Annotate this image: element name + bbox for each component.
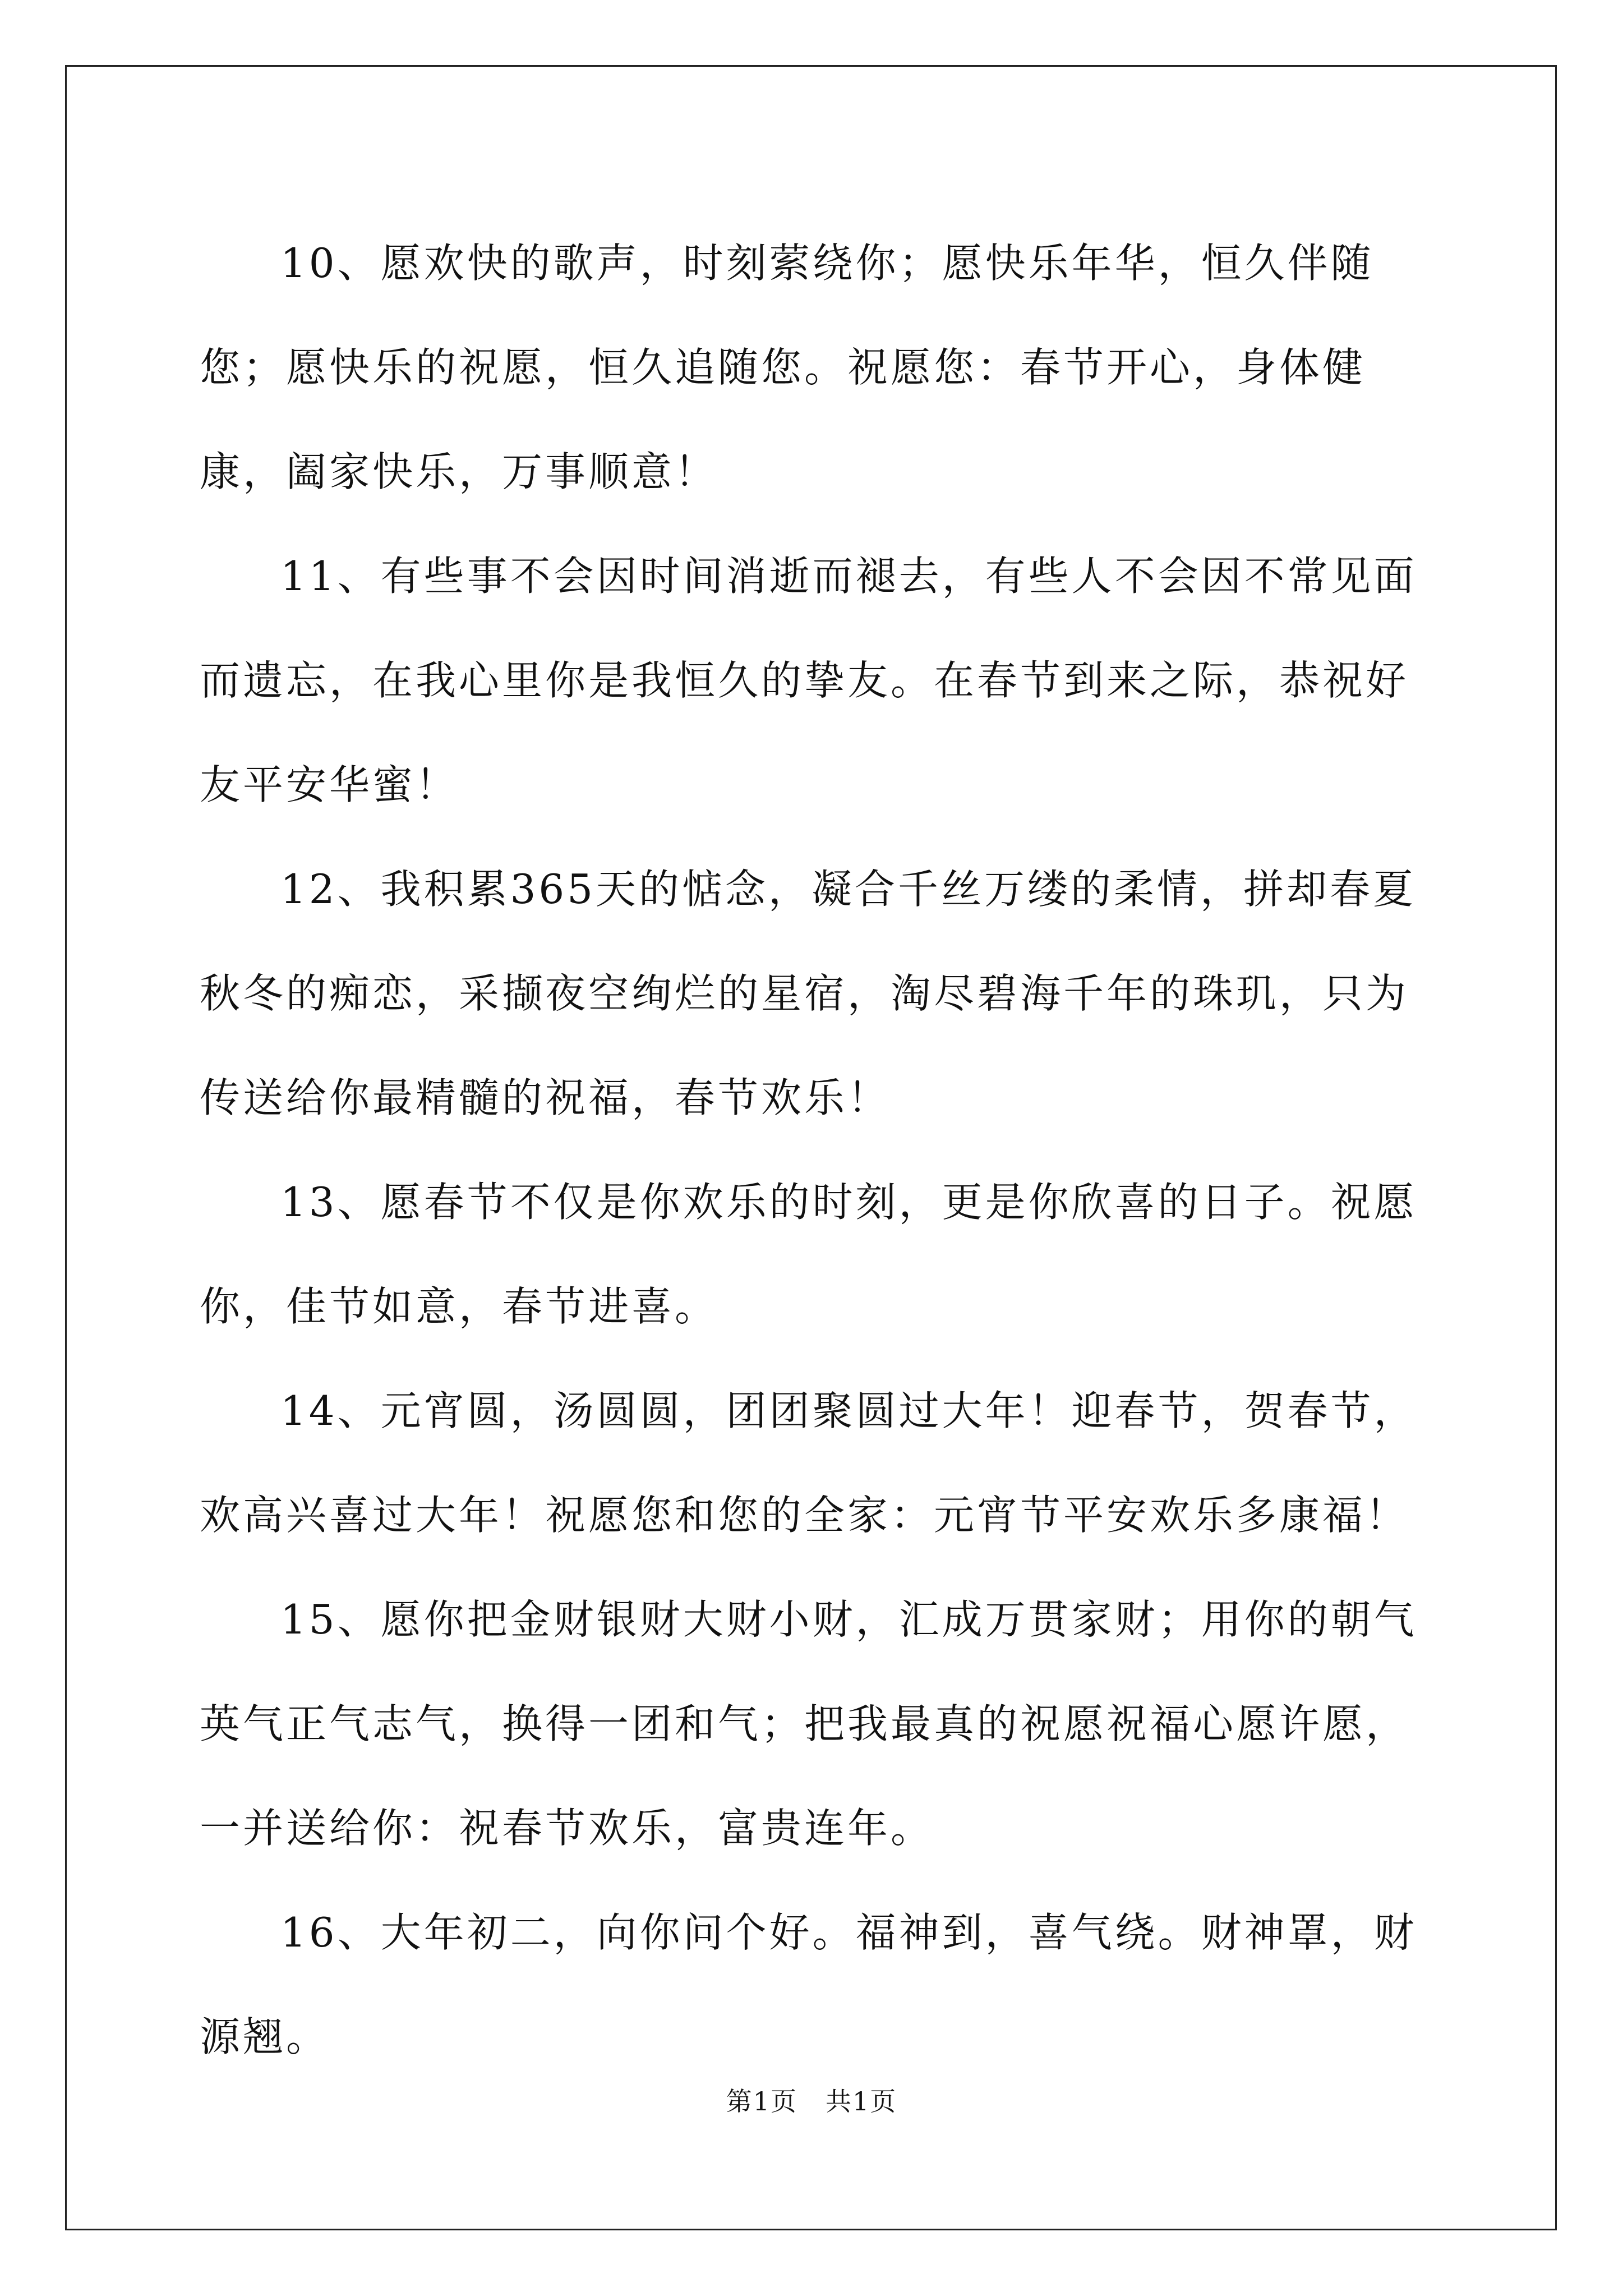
paragraph-13: 13、愿春节不仅是你欢乐的时刻，更是你欣喜的日子。祝愿你，佳节如意，春节进喜。 <box>200 1179 1417 1330</box>
paragraph-15: 15、愿你把金财银财大财小财，汇成万贯家财；用你的朝气英气正气志气，换得一团和气；把我最真的祝愿祝福心愿许愿，一并送给你：祝春节欢乐，富贵连年。 <box>200 1596 1417 1852</box>
paragraph-16: 16、大年初二，向你问个好。福神到，喜气绕。财神罩，财源翘。 <box>200 1909 1417 2060</box>
page-footer <box>0 2085 1623 2118</box>
page-number-current: 第1页 <box>726 2086 797 2116</box>
document-body <box>200 211 1424 2089</box>
paragraph-11: 11、有些事不会因时间消逝而褪去，有些人不会因不常见面而遗忘，在我心里你是我恒久的挚友。在春节到来之际，恭祝好友平安华蜜！ <box>200 553 1417 808</box>
page-number-total: 共1页 <box>826 2086 897 2116</box>
paragraph-14: 14、元宵圆，汤圆圆，团团聚圆过大年！迎春节，贺春节，欢高兴喜过大年！祝愿您和您的全家：元宵节平安欢乐多康福！ <box>200 1387 1417 1539</box>
paragraph-10: 10、愿欢快的歌声，时刻萦绕你；愿快乐年华，恒久伴随您；愿快乐的祝愿，恒久追随您。祝愿您：春节开心，身体健康，阖家快乐，万事顺意！ <box>200 240 1374 495</box>
paragraph-12: 12、我积累365天的惦念，凝合千丝万缕的柔情，拼却春夏秋冬的痴恋，采撷夜空绚烂的星宿，淘尽碧海千年的珠玑，只为传送给你最精髓的祝福，春节欢乐！ <box>200 866 1417 1121</box>
